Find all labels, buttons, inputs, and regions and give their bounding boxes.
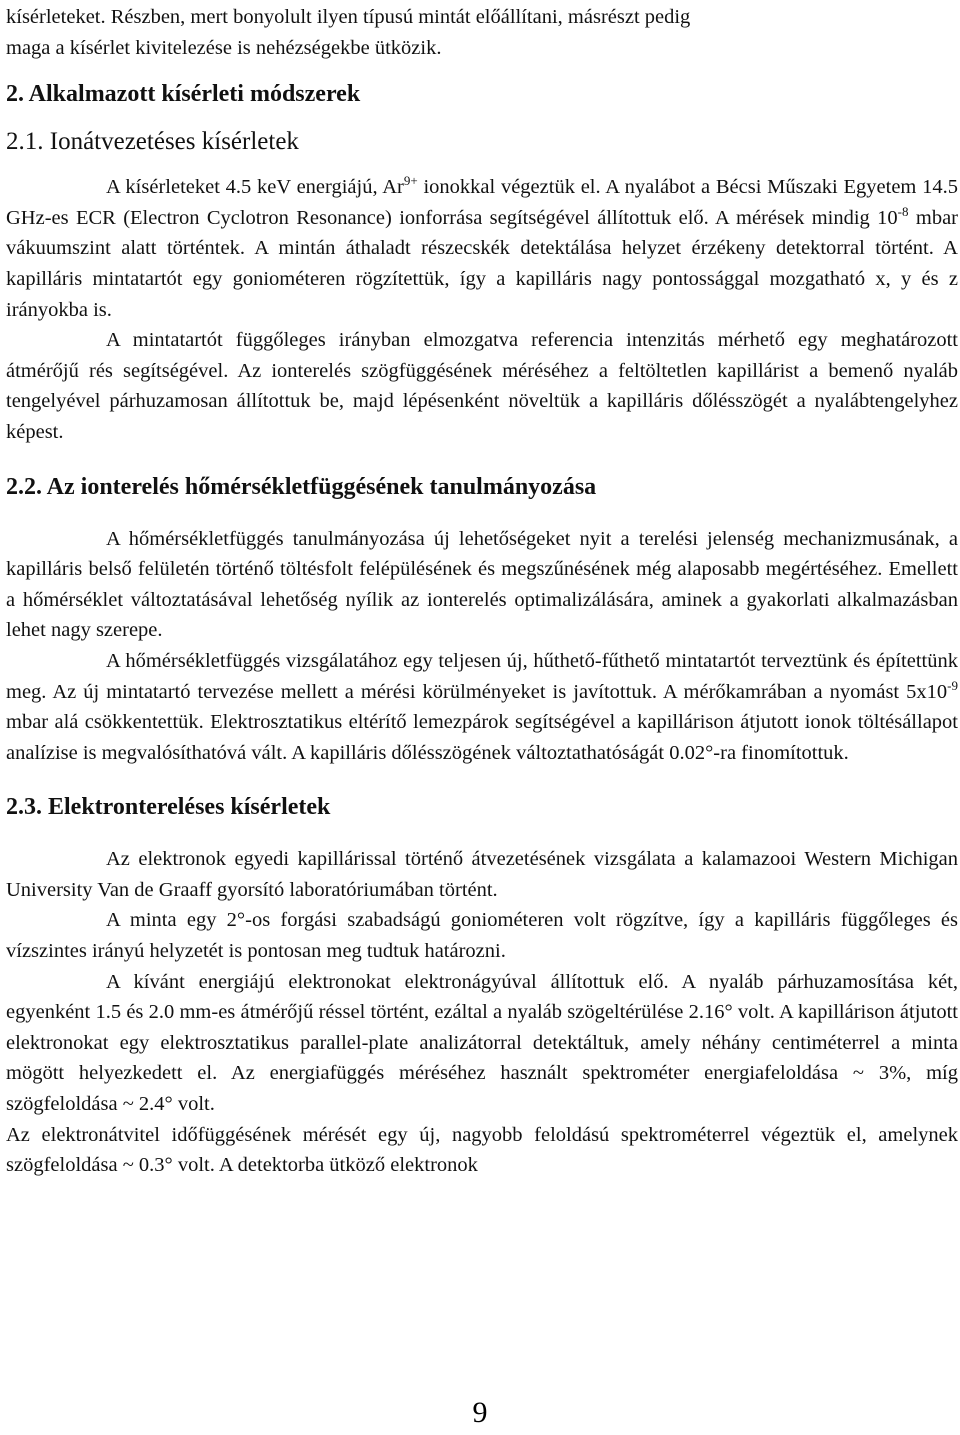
charge-superscript: 9+	[403, 173, 418, 189]
exponent-superscript: -9	[947, 677, 958, 693]
text-run: A hőmérsékletfüggés vizsgálatához egy teljesen új, hűthető-fűthető mintatartót terveztünk és építettünk meg. Az új mintatartó tervezése mellett a mérési körülményeket is javítottuk. A mérőkamrában a nyomást 5x10	[6, 649, 958, 703]
text-run: mbar alá csökkentettük. Elektrosztatikus eltérítő lemezpárok segítségével a kapillárison átjutott ionok töltésállapot analízise is megvalósíthatóvá vált. A kapilláris dőlésszögének változtathatóságát 0.02°-ra finomítottuk.	[6, 711, 958, 764]
section-2-3-paragraph-3: A kívánt energiájú elektronokat elektronágyúval állítottuk elő. A nyaláb párhuzamosítása két, egyenként 1.5 és 2.0 mm-es átmérőjű réssel történt, ezáltal a nyaláb szögeltérülése 2.16° volt. A kapillárison átjutott elektronokat egy elektrosztatikus parallel-plate analizátorral detektáltuk, amely néhány centiméterrel a minta mögött helyezkedett el. Az energiafüggés méréséhez használt spektrométer energiafeloldása ~ 3%, míg szögfeloldása ~ 2.4° volt.	[6, 970, 958, 1116]
section-2-2-paragraph-2	[6, 646, 958, 768]
section-2-1-paragraph-1	[6, 172, 958, 325]
section-2-2-title: 2.2. Az ionterelés hőmérsékletfüggésének tanulmányozása	[6, 473, 597, 500]
section-2-2-paragraph-1: A hőmérsékletfüggés tanulmányozása új lehetőségeket nyit a terelési jelenség mechanizmusának, a kapilláris belső felületén történő töltésfolt felépülésének és megszűnésének még alaposabb megértéséhez. Emellett a hőmérséklet változtatásával lehetőség nyílik az ionterelés optimalizálására, aminek a gyakorlati alkalmazásban lehet nagy szerepe.	[6, 527, 958, 642]
section-2-1-paragraph-2: A mintatartót függőleges irányban elmozgatva referencia intenzitás mérhető egy meghatározott átmérőjű rés segítségével. Az ionterelés szögfüggésének méréséhez a feltöltetlen kapillárist a bemenő nyaláb tengelyével párhuzamosan állítottuk be, majd lépésenként növeltük a kapilláris dőlésszögét a nyalábtengelyhez képest.	[6, 329, 958, 443]
page-number: 9	[472, 1396, 488, 1429]
document-page	[6, 0, 958, 1181]
exponent-superscript: -8	[897, 203, 909, 219]
intro-line-1: kísérleteket. Részben, mert bonyolult ilyen típusú mintát előállítani, másrészt pedig	[6, 6, 691, 28]
section-2-3-paragraph-1: Az elektronok egyedi kapillárissal történő átvezetésének vizsgálata a kalamazooi Western Michigan University Van de Graaff gyorsító laboratóriumában történt.	[6, 848, 958, 901]
text-run: ionokkal végeztük el. A nyalábot a Bécsi Műszaki Egyetem 14.5 GHz-es ECR (Electron Cyclotron Resonance) ionforrása segítségével állítottuk elő. A mérések mindig 10	[6, 176, 958, 229]
section-2-3-title: 2.3. Elektrontereléses kísérletek	[6, 794, 331, 821]
section-2-1-title: 2.1. Ionátvezetéses kísérletek	[6, 128, 299, 156]
section-2-3-paragraph-2: A minta egy 2°-os forgási szabadságú goniométeren volt rögzítve, így a kapilláris függőleges és vízszintes irányú helyzetét is pontosan meg tudtuk határozni.	[6, 909, 958, 963]
section-2-title: 2. Alkalmazott kísérleti módszerek	[6, 81, 361, 108]
text-run: mbar vákuumszint alatt történtek. A mintán áthaladt részecskék detektálása helyzet érzékeny detektorral történt. A kapilláris mintatartót egy goniométeren rögzítettük, így a kapilláris nagy pontossággal mozgatható x, y és z irányokba is.	[6, 206, 959, 321]
section-2-3-paragraph-4: Az elektronátvitel időfüggésének mérését egy új, nagyobb feloldású spektrométerrel végeztük el, amelynek szögfeloldása ~ 0.3° volt. A detektorba ütköző elektronok	[6, 1123, 958, 1177]
text-run: A kísérleteket 4.5 keV energiájú, Ar	[106, 176, 404, 199]
intro-line-2: maga a kísérlet kivitelezése is nehézségekbe ütközik.	[6, 36, 442, 59]
